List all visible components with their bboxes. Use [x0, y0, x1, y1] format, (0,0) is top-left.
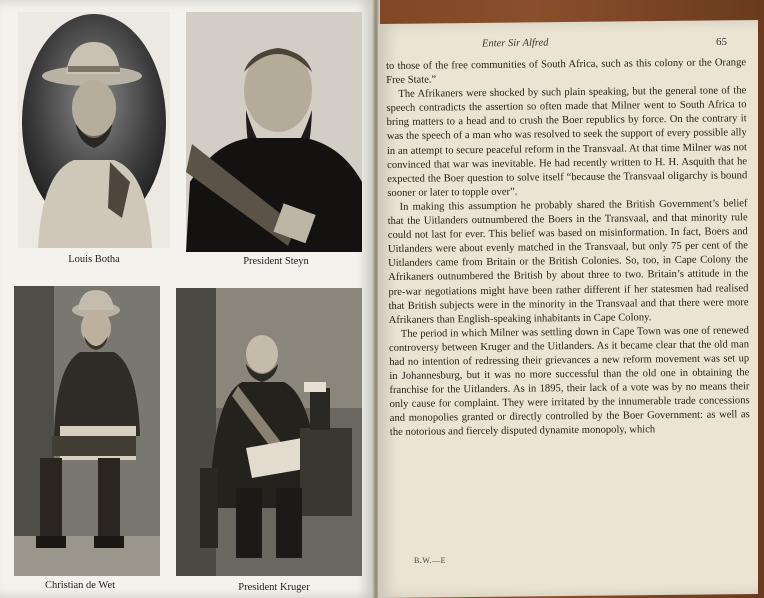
paragraph: The Afrikaners were shocked by such plain speaking, but the general tone of the speech contradicts the assertion so often made that Milner went to South Africa to bring matters to a head and to crush the Boer republics by force. On the contrary it was the speech of a man who was resolved to seek the support of every possible ally in an attempt to secure peaceful reform in the Transvaal. At that time Milner was not convinced that war was inevitable. He had recently written to H. H. Asquith that he expected the Boer question to solve itself “because the Transvaal oligarchy is bound sooner or later to topple over”.: [386, 85, 748, 199]
portrait-icon: [176, 288, 362, 576]
caption-president-kruger: President Kruger: [238, 582, 310, 593]
photo-president-steyn: [186, 12, 362, 252]
portrait-icon: [18, 12, 170, 248]
portrait-icon: [14, 286, 160, 576]
left-page: [0, 0, 374, 598]
page-number: 65: [716, 36, 727, 48]
caption-president-steyn: President Steyn: [243, 256, 309, 267]
photo-president-kruger: [176, 288, 362, 576]
body-text: [386, 56, 750, 440]
portrait-icon: [186, 12, 362, 252]
caption-christian-de-wet: Christian de Wet: [44, 580, 116, 591]
caption-louis-botha: Louis Botha: [68, 254, 120, 265]
paragraph: In making this assumption he probably shared the British Government’s belief that the Uitlanders outnumbered the Boers in the Transvaal, and that minority rule could not last for ever. This belief was based on misinformation. In fact, Boers and Uitlanders were about evenly matched in the Transvaal, but only 75 per cent of the Uitlanders came from Britain or the British Colonies. So, too, in Cape Colony the Afrikaners outnumbered the British by about three to two. Britain’s attitude in the pre-war negotiations might have been rather different if her statesmen had realised that British subjects were in the minority in the Transvaal and that there were more Afrikaners than English-speaking inhabitants in Cape Colony.: [387, 198, 749, 326]
running-head: Enter Sir Alfred: [481, 37, 549, 50]
photo-louis-botha: [18, 12, 170, 248]
signature-mark: B.W.—E: [414, 556, 447, 565]
paragraph: to those of the free communities of South Africa, such as this colony or the Orange Free State.”: [386, 57, 747, 87]
photo-christian-de-wet: [14, 286, 160, 576]
paragraph: The period in which Milner was settling down in Cape Town was one of renewed controversy between Kruger and the Uitlanders. As it became clear that the old man had no intention of redressing their grievances a new reform movement was set up in Johannesburg, but it was no more successful than the old one in obtaining the franchise for the Uitlanders. As in 1895, their lack of a vote was by no means their only cause for complaint. They were irritated by the innumerable trade concessions and monopolies granted or directly controlled by the Boer Government: as well as the notorious and fiercely disputed dynamite monopoly, which: [388, 324, 750, 439]
